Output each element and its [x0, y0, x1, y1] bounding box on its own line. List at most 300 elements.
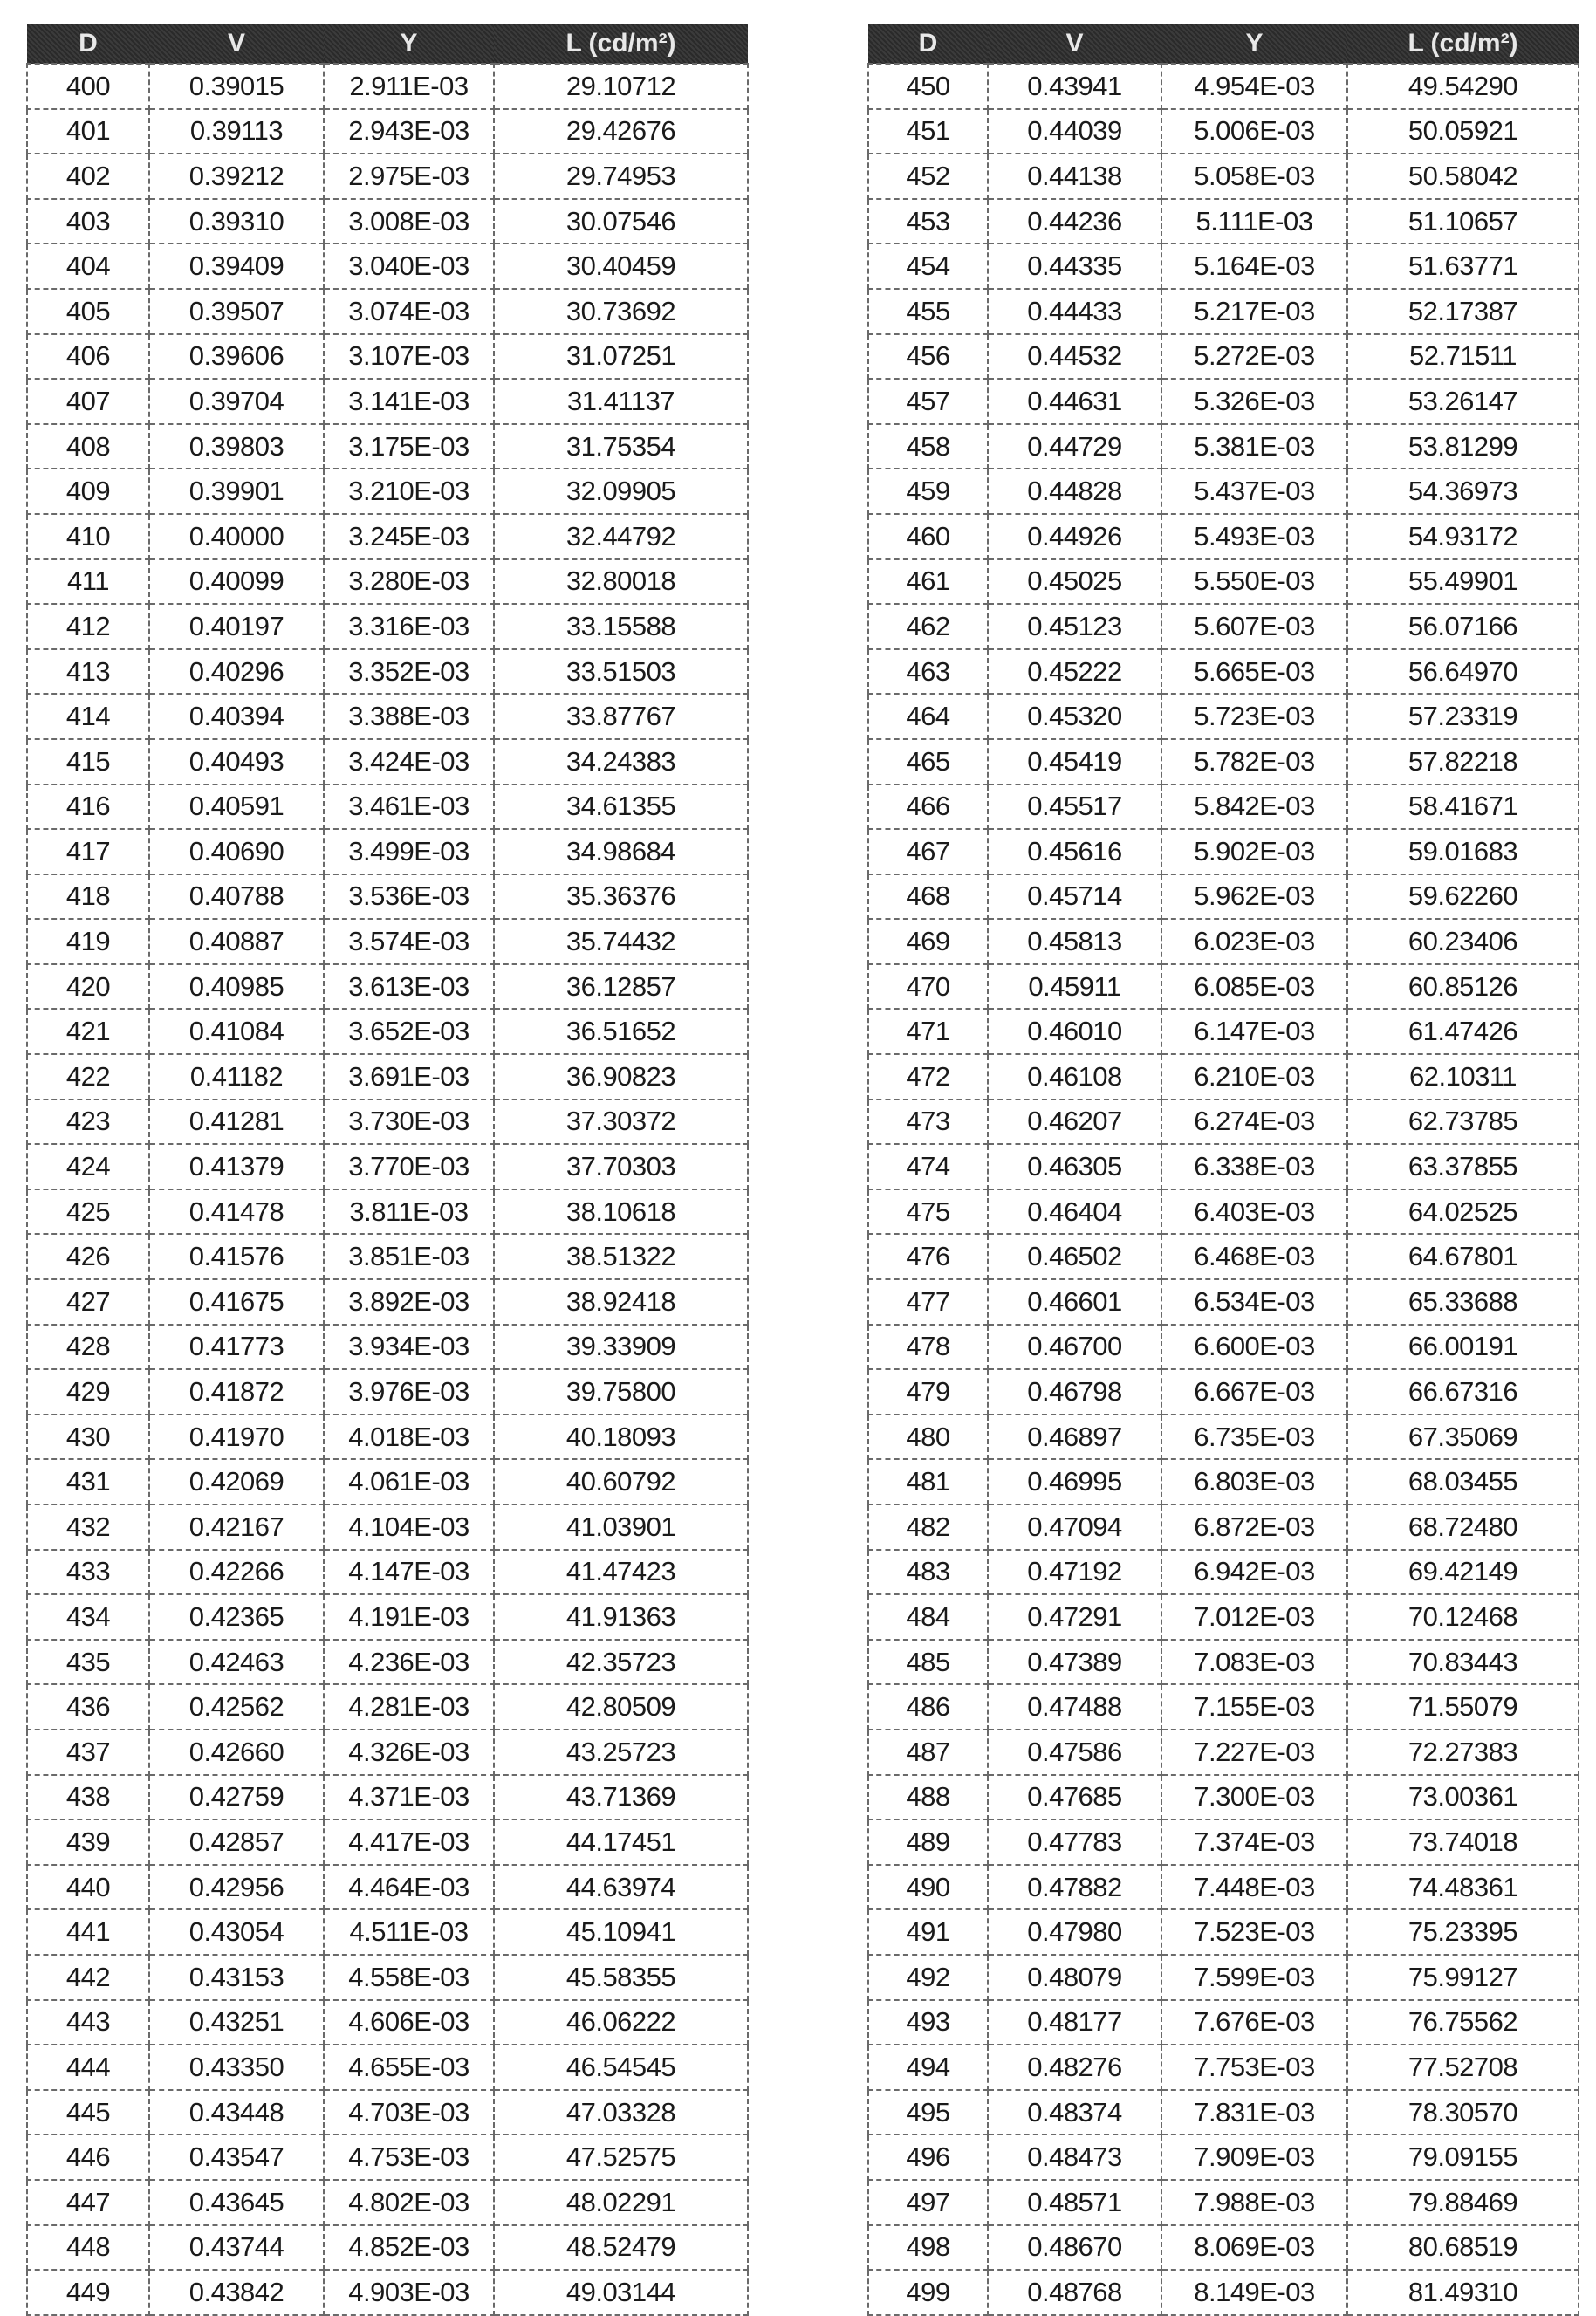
table-row	[27, 559, 748, 605]
cell-y: 4.191E-03	[324, 1594, 494, 1640]
cell-l: 51.63771	[1347, 243, 1579, 289]
cell-v: 0.40493	[149, 739, 324, 785]
cell-l: 77.52708	[1347, 2045, 1579, 2090]
cell-v: 0.40099	[149, 559, 324, 605]
table-row	[868, 829, 1579, 874]
cell-v: 0.40000	[149, 514, 324, 559]
cell-d: 412	[27, 604, 149, 649]
cell-d: 474	[868, 1144, 988, 1189]
cell-y: 3.107E-03	[324, 334, 494, 380]
cell-l: 62.73785	[1347, 1100, 1579, 1145]
table-row	[868, 1865, 1579, 1910]
cell-d: 402	[27, 154, 149, 199]
cell-v: 0.46995	[988, 1459, 1161, 1504]
cell-y: 6.210E-03	[1161, 1054, 1347, 1100]
cell-v: 0.39704	[149, 379, 324, 424]
cell-y: 2.943E-03	[324, 109, 494, 154]
table-row	[27, 919, 748, 964]
cell-v: 0.40690	[149, 829, 324, 874]
cell-d: 414	[27, 694, 149, 739]
cell-v: 0.45222	[988, 649, 1161, 695]
cell-d: 425	[27, 1189, 149, 1235]
cell-y: 3.934E-03	[324, 1325, 494, 1370]
table-row	[868, 424, 1579, 469]
cell-v: 0.39310	[149, 199, 324, 244]
table-row	[868, 154, 1579, 199]
table-row	[868, 469, 1579, 514]
cell-v: 0.48276	[988, 2045, 1161, 2090]
table-row	[27, 2000, 748, 2045]
table-row	[27, 1955, 748, 2000]
table-row	[27, 964, 748, 1010]
cell-d: 461	[868, 559, 988, 605]
cell-l: 30.07546	[494, 199, 748, 244]
cell-d: 411	[27, 559, 149, 605]
cell-l: 66.00191	[1347, 1325, 1579, 1370]
cell-y: 4.511E-03	[324, 1909, 494, 1955]
cell-y: 7.374E-03	[1161, 1819, 1347, 1865]
cell-l: 75.23395	[1347, 1909, 1579, 1955]
table-row	[27, 243, 748, 289]
cell-l: 67.35069	[1347, 1415, 1579, 1460]
cell-y: 5.111E-03	[1161, 199, 1347, 244]
cell-v: 0.41084	[149, 1009, 324, 1054]
cell-y: 4.147E-03	[324, 1550, 494, 1595]
cell-y: 3.040E-03	[324, 243, 494, 289]
cell-l: 50.05921	[1347, 109, 1579, 154]
cell-l: 38.51322	[494, 1234, 748, 1279]
cell-l: 42.35723	[494, 1640, 748, 1685]
table-row	[868, 243, 1579, 289]
table-row	[27, 1054, 748, 1100]
header-d: D	[27, 24, 149, 64]
cell-l: 35.36376	[494, 874, 748, 920]
cell-d: 493	[868, 2000, 988, 2045]
table-row	[27, 469, 748, 514]
table-row	[27, 1684, 748, 1730]
cell-v: 0.42365	[149, 1594, 324, 1640]
cell-y: 3.008E-03	[324, 199, 494, 244]
cell-v: 0.44138	[988, 154, 1161, 199]
cell-v: 0.41379	[149, 1144, 324, 1189]
cell-d: 459	[868, 469, 988, 514]
cell-y: 7.599E-03	[1161, 1955, 1347, 2000]
cell-y: 4.852E-03	[324, 2225, 494, 2271]
cell-d: 451	[868, 109, 988, 154]
table-row	[868, 1819, 1579, 1865]
cell-l: 37.70303	[494, 1144, 748, 1189]
cell-y: 7.227E-03	[1161, 1730, 1347, 1775]
cell-l: 44.17451	[494, 1819, 748, 1865]
cell-d: 485	[868, 1640, 988, 1685]
table-row	[27, 289, 748, 334]
cell-l: 33.15588	[494, 604, 748, 649]
table-row	[868, 2270, 1579, 2315]
cell-l: 64.67801	[1347, 1234, 1579, 1279]
table-row	[27, 785, 748, 830]
cell-y: 3.652E-03	[324, 1009, 494, 1054]
cell-d: 409	[27, 469, 149, 514]
cell-y: 5.217E-03	[1161, 289, 1347, 334]
cell-y: 8.069E-03	[1161, 2225, 1347, 2271]
table-row	[27, 1504, 748, 1550]
table-row	[27, 334, 748, 380]
cell-y: 3.499E-03	[324, 829, 494, 874]
cell-d: 434	[27, 1594, 149, 1640]
table-row	[27, 2270, 748, 2315]
cell-d: 423	[27, 1100, 149, 1145]
cell-y: 4.753E-03	[324, 2134, 494, 2180]
table-row	[868, 2045, 1579, 2090]
cell-d: 450	[868, 64, 988, 109]
table-row	[27, 1909, 748, 1955]
cell-y: 3.141E-03	[324, 379, 494, 424]
cell-y: 7.676E-03	[1161, 2000, 1347, 2045]
cell-d: 443	[27, 2000, 149, 2045]
cell-d: 455	[868, 289, 988, 334]
table-row	[27, 829, 748, 874]
cell-l: 75.99127	[1347, 1955, 1579, 2000]
cell-d: 497	[868, 2180, 988, 2225]
table-row	[868, 1325, 1579, 1370]
cell-l: 58.41671	[1347, 785, 1579, 830]
cell-l: 41.47423	[494, 1550, 748, 1595]
cell-y: 6.338E-03	[1161, 1144, 1347, 1189]
cell-l: 34.61355	[494, 785, 748, 830]
cell-v: 0.42956	[149, 1865, 324, 1910]
table-row	[27, 1459, 748, 1504]
cell-l: 31.75354	[494, 424, 748, 469]
cell-d: 475	[868, 1189, 988, 1235]
cell-d: 488	[868, 1775, 988, 1820]
cell-l: 39.33909	[494, 1325, 748, 1370]
table-row	[27, 1009, 748, 1054]
cell-y: 5.381E-03	[1161, 424, 1347, 469]
cell-l: 68.03455	[1347, 1459, 1579, 1504]
cell-l: 64.02525	[1347, 1189, 1579, 1235]
cell-d: 479	[868, 1369, 988, 1415]
cell-y: 4.606E-03	[324, 2000, 494, 2045]
table-row	[27, 1730, 748, 1775]
table-row	[868, 1279, 1579, 1325]
table-row	[27, 2225, 748, 2271]
cell-y: 7.155E-03	[1161, 1684, 1347, 1730]
table-row	[868, 1054, 1579, 1100]
cell-l: 79.09155	[1347, 2134, 1579, 2180]
cell-v: 0.44729	[988, 424, 1161, 469]
table-row	[868, 1415, 1579, 1460]
cell-l: 79.88469	[1347, 2180, 1579, 2225]
cell-l: 36.51652	[494, 1009, 748, 1054]
cell-d: 492	[868, 1955, 988, 2000]
header-v: V	[149, 24, 324, 64]
cell-l: 48.52479	[494, 2225, 748, 2271]
cell-l: 40.60792	[494, 1459, 748, 1504]
table-row	[27, 1100, 748, 1145]
table-row	[27, 739, 748, 785]
header-l: L (cd/m²)	[1347, 24, 1579, 64]
cell-d: 458	[868, 424, 988, 469]
table-row	[868, 1730, 1579, 1775]
cell-l: 54.93172	[1347, 514, 1579, 559]
cell-l: 30.73692	[494, 289, 748, 334]
cell-l: 73.00361	[1347, 1775, 1579, 1820]
table-row	[27, 604, 748, 649]
table-row	[27, 109, 748, 154]
cell-y: 6.803E-03	[1161, 1459, 1347, 1504]
table-row	[868, 1955, 1579, 2000]
cell-d: 418	[27, 874, 149, 920]
cell-l: 56.64970	[1347, 649, 1579, 695]
cell-d: 431	[27, 1459, 149, 1504]
table-row	[868, 2225, 1579, 2271]
cell-v: 0.46108	[988, 1054, 1161, 1100]
cell-d: 448	[27, 2225, 149, 2271]
cell-v: 0.44335	[988, 243, 1161, 289]
cell-d: 410	[27, 514, 149, 559]
cell-l: 52.17387	[1347, 289, 1579, 334]
cell-v: 0.43842	[149, 2270, 324, 2315]
cell-l: 45.58355	[494, 1955, 748, 2000]
cell-l: 46.06222	[494, 2000, 748, 2045]
cell-l: 29.74953	[494, 154, 748, 199]
table-row	[27, 1819, 748, 1865]
cell-v: 0.47389	[988, 1640, 1161, 1685]
cell-d: 464	[868, 694, 988, 739]
cell-v: 0.48473	[988, 2134, 1161, 2180]
cell-y: 7.083E-03	[1161, 1640, 1347, 1685]
cell-v: 0.47488	[988, 1684, 1161, 1730]
cell-d: 447	[27, 2180, 149, 2225]
cell-y: 6.274E-03	[1161, 1100, 1347, 1145]
table-row	[868, 919, 1579, 964]
cell-y: 4.703E-03	[324, 2090, 494, 2135]
cell-v: 0.44532	[988, 334, 1161, 380]
cell-l: 40.18093	[494, 1415, 748, 1460]
table-row	[868, 1369, 1579, 1415]
cell-y: 3.892E-03	[324, 1279, 494, 1325]
cell-y: 4.236E-03	[324, 1640, 494, 1685]
cell-v: 0.48571	[988, 2180, 1161, 2225]
cell-y: 3.811E-03	[324, 1189, 494, 1235]
table-row	[868, 1189, 1579, 1235]
table-body	[27, 64, 748, 2315]
table-row	[27, 874, 748, 920]
table-row	[868, 109, 1579, 154]
cell-d: 401	[27, 109, 149, 154]
table-row	[868, 2134, 1579, 2180]
table-row	[868, 1459, 1579, 1504]
cell-l: 70.12468	[1347, 1594, 1579, 1640]
table-row	[868, 2090, 1579, 2135]
cell-d: 480	[868, 1415, 988, 1460]
cell-l: 53.26147	[1347, 379, 1579, 424]
cell-l: 72.27383	[1347, 1730, 1579, 1775]
cell-y: 6.942E-03	[1161, 1550, 1347, 1595]
cell-y: 8.149E-03	[1161, 2270, 1347, 2315]
cell-v: 0.43941	[988, 64, 1161, 109]
cell-y: 3.770E-03	[324, 1144, 494, 1189]
cell-l: 49.03144	[494, 2270, 748, 2315]
cell-d: 470	[868, 964, 988, 1010]
table-row	[868, 2180, 1579, 2225]
cell-v: 0.46010	[988, 1009, 1161, 1054]
cell-y: 5.493E-03	[1161, 514, 1347, 559]
cell-v: 0.40788	[149, 874, 324, 920]
cell-d: 426	[27, 1234, 149, 1279]
table-row	[27, 514, 748, 559]
cell-v: 0.46207	[988, 1100, 1161, 1145]
cell-y: 3.245E-03	[324, 514, 494, 559]
cell-y: 3.976E-03	[324, 1369, 494, 1415]
luminance-table-left	[26, 24, 749, 2316]
cell-y: 6.023E-03	[1161, 919, 1347, 964]
cell-d: 413	[27, 649, 149, 695]
cell-y: 3.210E-03	[324, 469, 494, 514]
cell-v: 0.41576	[149, 1234, 324, 1279]
cell-d: 499	[868, 2270, 988, 2315]
cell-v: 0.43251	[149, 2000, 324, 2045]
cell-l: 29.42676	[494, 109, 748, 154]
cell-l: 33.87767	[494, 694, 748, 739]
cell-v: 0.43153	[149, 1955, 324, 2000]
table-row	[27, 1415, 748, 1460]
cell-y: 6.600E-03	[1161, 1325, 1347, 1370]
cell-l: 51.10657	[1347, 199, 1579, 244]
table-row	[868, 1594, 1579, 1640]
luminance-table-right	[867, 24, 1579, 2316]
cell-v: 0.44828	[988, 469, 1161, 514]
cell-v: 0.48177	[988, 2000, 1161, 2045]
cell-d: 436	[27, 1684, 149, 1730]
table-row	[27, 1550, 748, 1595]
cell-y: 3.280E-03	[324, 559, 494, 605]
table-row	[868, 334, 1579, 380]
cell-l: 60.85126	[1347, 964, 1579, 1010]
cell-l: 45.10941	[494, 1909, 748, 1955]
cell-y: 7.753E-03	[1161, 2045, 1347, 2090]
cell-l: 59.62260	[1347, 874, 1579, 920]
cell-l: 70.83443	[1347, 1640, 1579, 1685]
cell-l: 29.10712	[494, 64, 748, 109]
cell-l: 63.37855	[1347, 1144, 1579, 1189]
cell-l: 41.91363	[494, 1594, 748, 1640]
cell-d: 435	[27, 1640, 149, 1685]
header-v: V	[988, 24, 1161, 64]
cell-v: 0.39212	[149, 154, 324, 199]
cell-v: 0.48768	[988, 2270, 1161, 2315]
cell-y: 4.281E-03	[324, 1684, 494, 1730]
cell-d: 406	[27, 334, 149, 380]
cell-y: 6.468E-03	[1161, 1234, 1347, 1279]
table-row	[868, 1550, 1579, 1595]
cell-d: 489	[868, 1819, 988, 1865]
cell-d: 433	[27, 1550, 149, 1595]
cell-y: 7.448E-03	[1161, 1865, 1347, 1910]
cell-y: 4.018E-03	[324, 1415, 494, 1460]
cell-d: 427	[27, 1279, 149, 1325]
cell-d: 465	[868, 739, 988, 785]
table-body	[868, 64, 1579, 2315]
cell-d: 437	[27, 1730, 149, 1775]
cell-y: 5.550E-03	[1161, 559, 1347, 605]
cell-y: 5.782E-03	[1161, 739, 1347, 785]
cell-y: 3.536E-03	[324, 874, 494, 920]
cell-d: 466	[868, 785, 988, 830]
table-row	[27, 1369, 748, 1415]
cell-y: 5.437E-03	[1161, 469, 1347, 514]
cell-l: 35.74432	[494, 919, 748, 964]
cell-d: 445	[27, 2090, 149, 2135]
cell-v: 0.44236	[988, 199, 1161, 244]
table-row	[868, 1640, 1579, 1685]
cell-d: 421	[27, 1009, 149, 1054]
cell-v: 0.39409	[149, 243, 324, 289]
table-row	[27, 2180, 748, 2225]
cell-d: 477	[868, 1279, 988, 1325]
cell-v: 0.39015	[149, 64, 324, 109]
cell-y: 5.723E-03	[1161, 694, 1347, 739]
cell-y: 3.574E-03	[324, 919, 494, 964]
cell-l: 30.40459	[494, 243, 748, 289]
cell-y: 4.326E-03	[324, 1730, 494, 1775]
cell-v: 0.47882	[988, 1865, 1161, 1910]
cell-y: 3.851E-03	[324, 1234, 494, 1279]
cell-v: 0.39606	[149, 334, 324, 380]
cell-y: 4.061E-03	[324, 1459, 494, 1504]
cell-y: 4.464E-03	[324, 1865, 494, 1910]
cell-v: 0.45025	[988, 559, 1161, 605]
cell-v: 0.46601	[988, 1279, 1161, 1325]
cell-v: 0.42759	[149, 1775, 324, 1820]
cell-v: 0.45320	[988, 694, 1161, 739]
table-row	[868, 874, 1579, 920]
table-row	[27, 1279, 748, 1325]
cell-l: 74.48361	[1347, 1865, 1579, 1910]
cell-d: 438	[27, 1775, 149, 1820]
cell-l: 32.80018	[494, 559, 748, 605]
cell-d: 468	[868, 874, 988, 920]
cell-v: 0.47291	[988, 1594, 1161, 1640]
cell-y: 3.691E-03	[324, 1054, 494, 1100]
cell-v: 0.44433	[988, 289, 1161, 334]
cell-d: 454	[868, 243, 988, 289]
cell-d: 403	[27, 199, 149, 244]
table-row	[868, 289, 1579, 334]
cell-v: 0.46305	[988, 1144, 1161, 1189]
cell-v: 0.41478	[149, 1189, 324, 1235]
table-row	[868, 2000, 1579, 2045]
cell-l: 36.12857	[494, 964, 748, 1010]
cell-d: 469	[868, 919, 988, 964]
table-row	[27, 1234, 748, 1279]
cell-d: 428	[27, 1325, 149, 1370]
cell-v: 0.41773	[149, 1325, 324, 1370]
table-row	[868, 1504, 1579, 1550]
cell-d: 422	[27, 1054, 149, 1100]
cell-d: 494	[868, 2045, 988, 2090]
table-row	[27, 1775, 748, 1820]
table-row	[27, 199, 748, 244]
table-row	[27, 1189, 748, 1235]
cell-v: 0.39901	[149, 469, 324, 514]
cell-v: 0.45419	[988, 739, 1161, 785]
cell-d: 416	[27, 785, 149, 830]
cell-y: 5.272E-03	[1161, 334, 1347, 380]
cell-v: 0.48079	[988, 1955, 1161, 2000]
cell-y: 4.558E-03	[324, 1955, 494, 2000]
cell-y: 5.665E-03	[1161, 649, 1347, 695]
